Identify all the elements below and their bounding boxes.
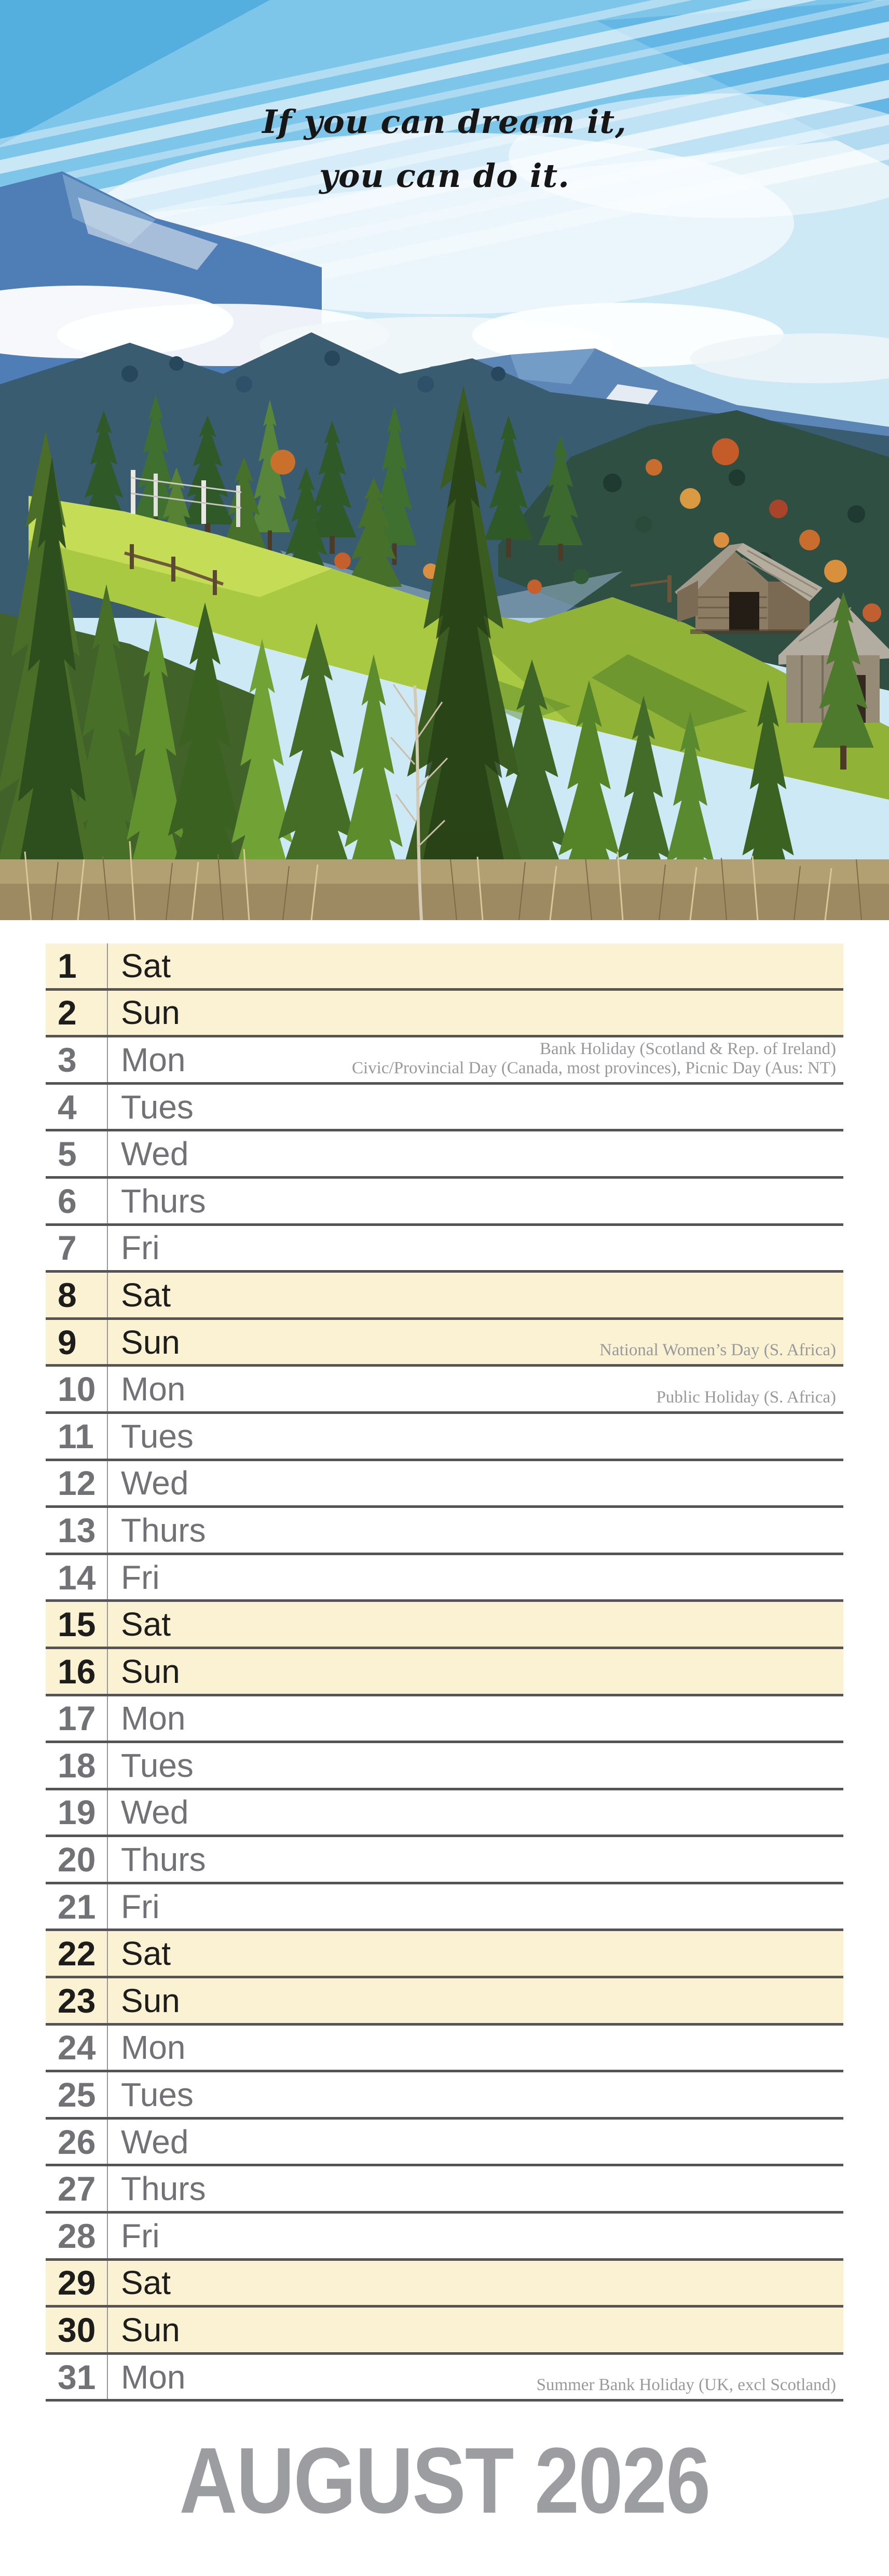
day-number: 6 [46, 1179, 108, 1223]
day-number: 28 [46, 2214, 108, 2258]
day-number: 17 [46, 1696, 108, 1741]
day-name: Sat [121, 1276, 171, 1314]
day-name: Mon [121, 1041, 186, 1078]
day-number: 20 [46, 1837, 108, 1882]
day-name: Sun [121, 1652, 180, 1690]
day-number: 3 [46, 1037, 108, 1082]
day-number: 15 [46, 1602, 108, 1647]
day-name: Thurs [121, 1182, 206, 1220]
day-name: Mon [121, 2358, 186, 2396]
calendar-row-17 [46, 1696, 843, 1744]
day-name: Tues [121, 1417, 194, 1455]
calendar-row-13 [46, 1508, 843, 1555]
quote-line-2: you can do it. [319, 157, 570, 195]
day-number: 5 [46, 1131, 108, 1176]
day-name: Mon [121, 1370, 186, 1408]
holiday-line: Summer Bank Holiday (UK, excl Scotland) [536, 2376, 836, 2395]
day-name: Tues [121, 1088, 194, 1126]
calendar-row-14 [46, 1555, 843, 1602]
calendar-row-22 [46, 1931, 843, 1978]
day-name: Sun [121, 994, 180, 1032]
day-name: Sat [121, 1606, 171, 1643]
day-name: Sun [121, 2311, 180, 2349]
calendar-row-2 [46, 991, 843, 1038]
calendar-row-8 [46, 1273, 843, 1320]
day-name: Tues [121, 1746, 194, 1784]
month-title: AUGUST 2026 [179, 2429, 710, 2533]
calendar-row-9 [46, 1320, 843, 1367]
calendar-row-31 [46, 2355, 843, 2402]
day-name: Mon [121, 1700, 186, 1737]
calendar-row-18 [46, 1743, 843, 1790]
calendar-row-5 [46, 1131, 843, 1179]
day-name: Mon [121, 2029, 186, 2067]
day-number: 25 [46, 2072, 108, 2117]
day-number: 14 [46, 1555, 108, 1600]
calendar-row-24 [46, 2026, 843, 2073]
day-name: Wed [121, 1135, 189, 1173]
calendar-row-30 [46, 2308, 843, 2355]
calendar-row-6 [46, 1179, 843, 1226]
day-name: Wed [121, 1464, 189, 1502]
day-name: Sun [121, 1323, 180, 1361]
day-name: Fri [121, 1558, 160, 1596]
day-number: 23 [46, 1978, 108, 2023]
day-number: 30 [46, 2308, 108, 2352]
day-name: Thurs [121, 2170, 206, 2208]
calendar-row-10 [46, 1367, 843, 1414]
day-number: 8 [46, 1273, 108, 1317]
calendar-row-11 [46, 1414, 843, 1461]
day-name: Thurs [121, 1841, 206, 1879]
day-number: 9 [46, 1320, 108, 1365]
day-name: Tues [121, 2076, 194, 2114]
day-name: Thurs [121, 1511, 206, 1549]
day-number: 11 [46, 1414, 108, 1459]
day-number: 31 [46, 2355, 108, 2399]
day-number: 27 [46, 2166, 108, 2211]
day-number: 2 [46, 991, 108, 1035]
day-number: 1 [46, 943, 108, 988]
calendar-row-7 [46, 1226, 843, 1273]
calendar-grid [46, 943, 843, 2402]
calendar-row-16 [46, 1649, 843, 1696]
holiday-note [352, 1040, 836, 1078]
day-number: 4 [46, 1085, 108, 1129]
calendar-row-12 [46, 1461, 843, 1508]
day-number: 29 [46, 2261, 108, 2305]
holiday-line: National Women’s Day (S. Africa) [599, 1341, 836, 1360]
day-number: 19 [46, 1790, 108, 1835]
calendar-row-21 [46, 1884, 843, 1932]
holiday-line: Bank Holiday (Scotland & Rep. of Ireland) [540, 1039, 836, 1058]
calendar-row-4 [46, 1085, 843, 1132]
calendar-row-3 [46, 1037, 843, 1085]
day-number: 18 [46, 1743, 108, 1788]
day-number: 24 [46, 2026, 108, 2070]
calendar-row-25 [46, 2072, 843, 2120]
day-name: Fri [121, 1887, 160, 1925]
day-name: Sat [121, 2264, 171, 2302]
calendar-row-28 [46, 2214, 843, 2261]
day-number: 21 [46, 1884, 108, 1929]
day-name: Fri [121, 1229, 160, 1267]
calendar-row-26 [46, 2120, 843, 2167]
day-name: Wed [121, 1793, 189, 1831]
day-name: Wed [121, 2123, 189, 2161]
holiday-line: Public Holiday (S. Africa) [656, 1387, 836, 1407]
calendar-row-1 [46, 943, 843, 991]
holiday-note [599, 1341, 836, 1360]
holiday-note [537, 2376, 836, 2395]
header-photo [0, 0, 889, 920]
holiday-note [657, 1388, 836, 1407]
day-name: Sat [121, 1935, 171, 1973]
calendar-row-23 [46, 1978, 843, 2026]
day-number: 16 [46, 1649, 108, 1694]
day-name: Sat [121, 947, 171, 984]
calendar-row-27 [46, 2166, 843, 2214]
day-number: 10 [46, 1367, 108, 1411]
calendar-row-15 [46, 1602, 843, 1649]
day-number: 12 [46, 1461, 108, 1506]
holiday-line: Civic/Provincial Day (Canada, most provinces), Picnic Day (Aus: NT) [352, 1058, 836, 1077]
day-name: Fri [121, 2217, 160, 2255]
quote-line-1: If you can dream it, [262, 103, 627, 141]
calendar-row-29 [46, 2261, 843, 2308]
day-number: 7 [46, 1226, 108, 1271]
day-number: 22 [46, 1931, 108, 1976]
calendar-row-20 [46, 1837, 843, 1884]
day-number: 13 [46, 1508, 108, 1553]
calendar-row-19 [46, 1790, 843, 1838]
day-name: Sun [121, 1981, 180, 2019]
quote [0, 95, 889, 203]
day-number: 26 [46, 2120, 108, 2164]
